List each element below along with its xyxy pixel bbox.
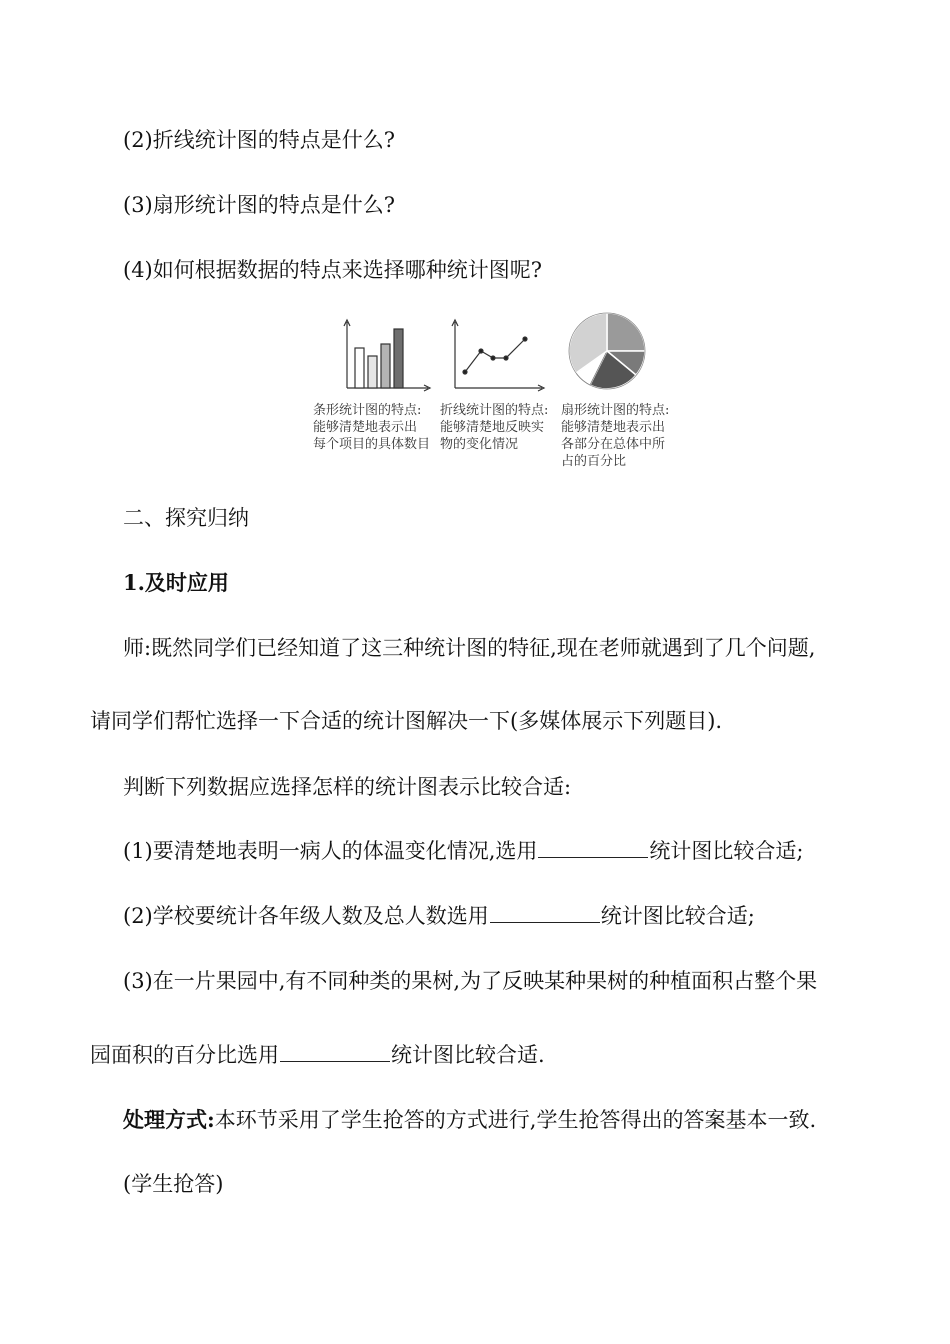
item-3-suffix: 统计图比较合适. <box>391 1043 545 1067</box>
item-1-text: (1)要清楚地表明一病人的体温变化情况,选用 <box>123 839 538 863</box>
pie-chart-illustration <box>569 313 645 389</box>
method-text: 本环节采用了学生抢答的方式进行,学生抢答得出的答案基本一致. <box>214 1108 817 1132</box>
student-note: (学生抢答) <box>123 1172 224 1196</box>
line-series <box>465 339 525 372</box>
line-chart-illustration <box>452 320 544 391</box>
exercise-item-2 <box>123 901 755 931</box>
line-point <box>523 337 527 341</box>
line-chart-caption: 折线统计图的特点: 能够清楚地反映实 物的变化情况 <box>440 403 549 452</box>
line-point <box>504 356 508 360</box>
prompt-text: 判断下列数据应选择怎样的统计图表示比较合适: <box>123 775 572 799</box>
chart-types-figure <box>300 310 680 475</box>
method-label: 处理方式: <box>123 1107 215 1132</box>
subsection-heading: 1.及时应用 <box>123 570 229 595</box>
chart-illustrations <box>300 310 680 400</box>
paragraph-line: 师:既然同学们已经知道了这三种统计图的特征,现在老师就遇到了几个问题, <box>123 636 816 660</box>
pie-slice-1 <box>607 313 645 351</box>
line-point <box>491 356 495 360</box>
exercise-item-3-line2 <box>90 1040 545 1070</box>
question-2: (2)折线统计图的特点是什么? <box>123 128 396 152</box>
question-4: (4)如何根据数据的特点来选择哪种统计图呢? <box>123 258 543 282</box>
answer-blank[interactable] <box>538 837 648 858</box>
exercise-item-3-line1: (3)在一片果园中,有不同种类的果树,为了反映某种果树的种植面积占整个果 <box>123 969 818 993</box>
bar-1 <box>355 348 364 388</box>
exercise-item-1 <box>123 836 804 866</box>
bar-2 <box>368 356 377 388</box>
bar-chart-illustration <box>344 320 430 391</box>
item-1-suffix: 统计图比较合适; <box>649 839 804 863</box>
bar-3 <box>381 344 390 388</box>
answer-blank[interactable] <box>280 1041 390 1062</box>
method-line <box>123 1105 816 1135</box>
bar-4 <box>394 329 403 388</box>
question-3: (3)扇形统计图的特点是什么? <box>123 193 396 217</box>
item-2-text: (2)学校要统计各年级人数及总人数选用 <box>123 904 489 928</box>
answer-blank[interactable] <box>490 902 600 923</box>
item-3-text: 园面积的百分比选用 <box>90 1043 279 1067</box>
section-heading: 二、探究归纳 <box>123 506 249 530</box>
line-point <box>479 349 483 353</box>
item-2-suffix: 统计图比较合适; <box>600 904 755 928</box>
paragraph-line: 请同学们帮忙选择一下合适的统计图解决一下(多媒体展示下列题目). <box>90 709 723 733</box>
bar-chart-caption: 条形统计图的特点: 能够清楚地表示出 每个项目的具体数目 <box>313 403 431 452</box>
pie-chart-caption: 扇形统计图的特点: 能够清楚地表示出 各部分在总体中所 占的百分比 <box>561 403 670 469</box>
line-point <box>463 370 467 374</box>
